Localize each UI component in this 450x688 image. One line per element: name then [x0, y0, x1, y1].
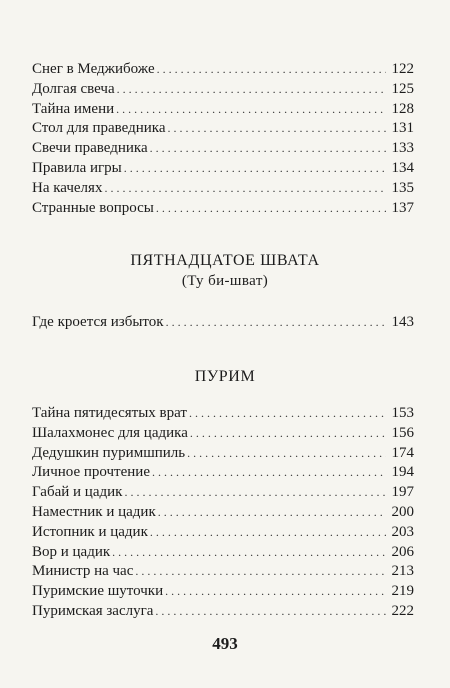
toc-entry	[32, 60, 414, 80]
toc-entry	[32, 562, 414, 582]
leader-dots	[158, 503, 386, 523]
leader-dots	[104, 179, 386, 199]
toc-list-purim	[32, 404, 414, 622]
entry-title: Долгая свеча	[32, 80, 115, 97]
entry-title: Вор и цадик	[32, 543, 111, 560]
entry-page: 153	[391, 405, 414, 421]
section-heading-shvat: ПЯТНАДЦАТОЕ ШВАТА	[130, 252, 320, 269]
entry-title: Истопник и цадик	[32, 523, 148, 540]
entry-page: 213	[391, 563, 414, 580]
entry-page: 143	[391, 314, 414, 330]
page-number: 493	[212, 634, 238, 653]
toc-entry	[32, 543, 414, 563]
entry-title: Дедушкин пуримшпиль	[32, 444, 186, 461]
toc-entry	[32, 444, 414, 464]
toc-entry	[32, 503, 414, 523]
entry-page: 131	[391, 120, 414, 137]
toc-entry	[32, 424, 414, 444]
toc-entry	[32, 463, 414, 483]
entry-page: 200	[391, 503, 414, 520]
leader-dots	[117, 80, 386, 100]
leader-dots	[156, 199, 386, 219]
leader-dots	[124, 159, 386, 179]
entry-title: Странные вопросы	[32, 199, 154, 216]
toc-entry	[32, 582, 414, 602]
toc-entry	[32, 313, 414, 333]
leader-dots	[187, 444, 386, 464]
leader-dots	[116, 100, 386, 120]
entry-title: Шалахмонес для цадика	[32, 424, 188, 441]
section-subheading-shvat: (Ту би-шват)	[181, 273, 269, 289]
entry-page: 128	[391, 100, 414, 117]
entry-page: 133	[391, 140, 414, 157]
leader-dots	[150, 139, 386, 159]
leader-dots	[150, 523, 386, 543]
entry-title: Тайна имени	[32, 100, 115, 117]
leader-dots	[165, 582, 386, 602]
entry-page: 156	[391, 424, 414, 441]
entry-title: На качелях	[32, 179, 103, 196]
leader-dots	[157, 60, 386, 80]
leader-dots	[152, 463, 386, 483]
leader-dots	[189, 404, 386, 424]
section-heading-purim: ПУРИМ	[194, 368, 256, 385]
entry-title: Наместник и цадик	[32, 503, 156, 520]
entry-page: 197	[391, 484, 414, 501]
entry-title: Министр на час	[32, 563, 134, 580]
toc-entry	[32, 119, 414, 139]
entry-title: Где кроется избыток	[32, 314, 164, 330]
toc-entry	[32, 602, 414, 622]
entry-page: 194	[391, 464, 414, 481]
toc-entry	[32, 404, 414, 424]
entry-page: 137	[391, 199, 414, 216]
toc-entry	[32, 523, 414, 543]
entry-title: Тайна пятидесятых врат	[32, 405, 187, 421]
leader-dots	[124, 483, 386, 503]
toc-entry	[32, 179, 414, 199]
toc-entry	[32, 80, 414, 100]
entry-page: 203	[391, 523, 414, 540]
entry-title: Пуримская заслуга	[32, 602, 154, 619]
entry-page: 135	[391, 179, 414, 196]
entry-title: Свечи праведника	[32, 140, 148, 157]
entry-title: Стол для праведника	[32, 120, 166, 137]
toc-entry	[32, 139, 414, 159]
toc-entry	[32, 199, 414, 219]
entry-page: 125	[391, 80, 414, 97]
entry-page: 174	[391, 444, 414, 461]
leader-dots	[190, 424, 386, 444]
entry-title: Личное прочтение	[32, 464, 150, 481]
toc-entry	[32, 483, 414, 503]
entry-title: Правила игры	[32, 159, 122, 176]
leader-dots	[135, 562, 386, 582]
entry-page: 134	[391, 159, 414, 176]
entry-title: Габай и цадик	[32, 484, 123, 501]
leader-dots	[155, 602, 386, 622]
entry-page: 219	[391, 583, 414, 600]
leader-dots	[166, 313, 386, 333]
leader-dots	[112, 543, 386, 563]
entry-page: 222	[391, 602, 414, 619]
entry-title: Снег в Меджибоже	[32, 61, 155, 77]
toc-list-shvat	[32, 313, 414, 333]
toc-entry	[32, 159, 414, 179]
toc-list-top	[32, 60, 414, 218]
entry-title: Пуримские шуточки	[32, 583, 164, 600]
toc-entry	[32, 100, 414, 120]
entry-page: 122	[391, 61, 414, 77]
leader-dots	[168, 119, 386, 139]
entry-page: 206	[391, 543, 414, 560]
